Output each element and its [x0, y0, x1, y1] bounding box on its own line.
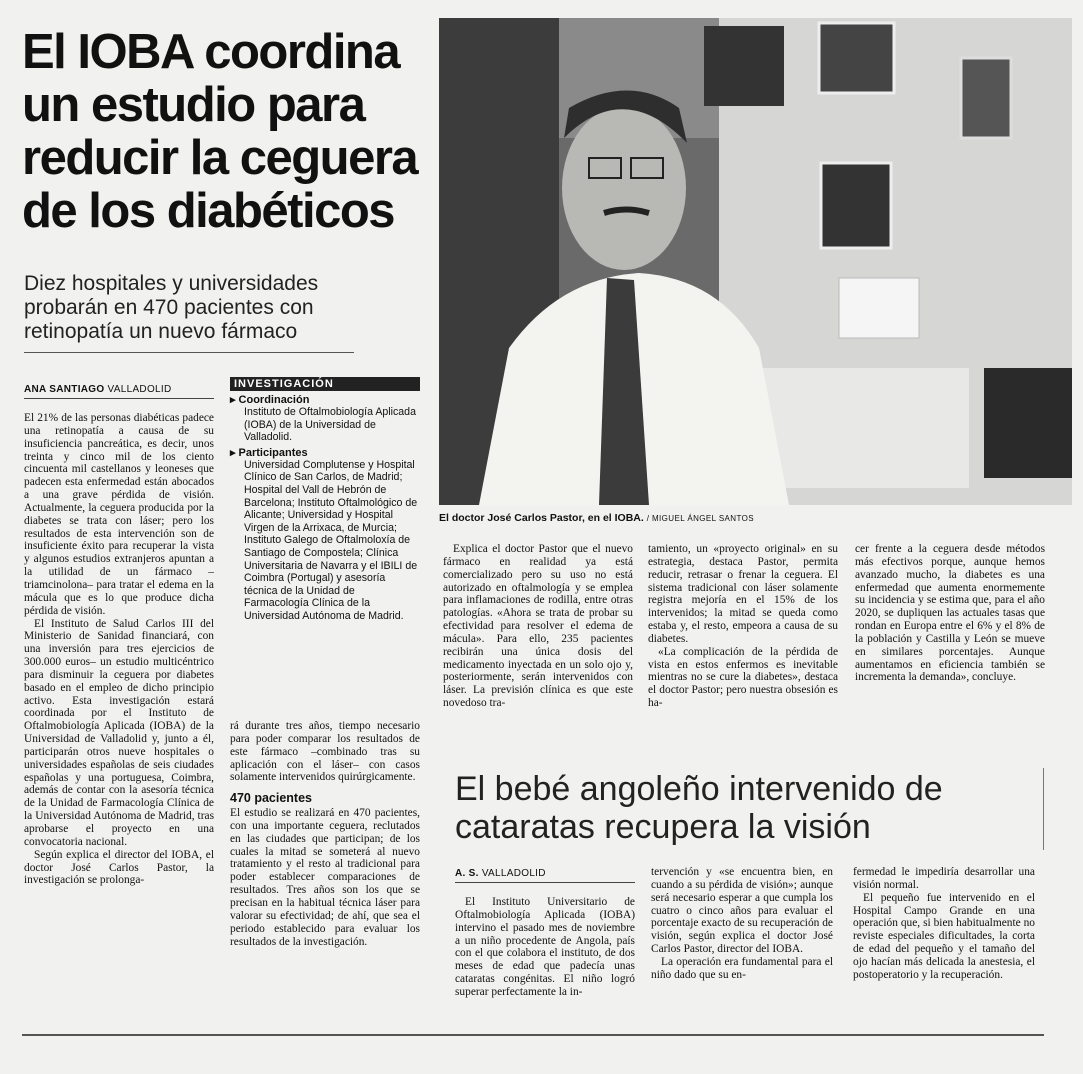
article-headline: El IOBA coordina un estudio para reducir la ceguera de los diabéticos — [22, 25, 418, 238]
paragraph: El Instituto Universitario de Oftalmobiología Aplicada (IOBA) intervino el pasado mes de noviembre a un niño procedente de Angola, país con el que colabora el instituto, de dos meses de edad que padecía unas cataratas congénitas. El niño logró superar perfectamente la in- — [455, 896, 635, 998]
caption-text: El doctor José Carlos Pastor, en el IOBA. — [439, 512, 644, 524]
paragraph: El estudio se realizará en 470 pacientes, con una importante ceguera, reclutados en las ciudades que participan; de los cuales la mitad se someterá al nuevo tratamiento y el resto al tradicional para poder establecer comparaciones de resultados. Tres años son los que se precisan en la habitual técnica láser para valorar su efectividad; de ahí, que sea el periodo establecido para evaluar los resultados de la investigación. — [230, 807, 420, 948]
sidebar-coordination-label: ▸ Coordinación — [230, 393, 420, 406]
paragraph: El 21% de las personas diabéticas padece una retinopatía a causa de su insuficiencia pancreática, es decir, unos treinta y cinco mil de los ciento cincuenta mil castellanos y leoneses que padecen esta enfermedad están abocados a una grave pérdida de visión. Actualmente, la ceguera producida por la diabetes se trata con láser; pero los resultados de esta intervención son de insuficiente éxito para recuperar la vista y algunos estudios extranjeros apuntan a la utilidad de un fármaco –triamcinolona– para tratar el edema en la mácula que es lo que produce dicha pérdida de visión. — [24, 412, 214, 617]
second-article-headline: El bebé angoleño intervenido de cataratas recupera la visión — [455, 770, 943, 846]
article-column-1 — [24, 412, 214, 887]
byline-divider — [24, 398, 214, 399]
paragraph: tervención y «se encuentra bien, en cuando a su pérdida de visión»; aunque será necesario esperar a que cumpla los cuatro o cinco años para evaluar el porcentaje exacto de su recuperación de visión, según explica el doctor José Carlos Pastor, director del IOBA. — [651, 866, 833, 956]
paragraph: El Instituto de Salud Carlos III del Ministerio de Sanidad financiará, con una inversión para tres ejercicios de 300.000 euros– un estudio multicéntrico para disminuir la ceguera por diabetes basado en el empleo de dicho principio activo. Esta investigación estará coordinada por el Instituto de Oftalmobiología Aplicada (IOBA) de la Universidad de Valladolid y, junto a él, participarán otros nueve hospitales o universidades españolas de seis ciudades españolas y una portuguesa, Coimbra, además de contar con la asesoría técnica de la Unidad de Farmacología Clínica de la Universidad Autónoma de Madrid, tras aprobarse el proyecto en una convocatoria nacional. — [24, 617, 214, 848]
photo-caption — [439, 512, 1072, 524]
paragraph: Explica el doctor Pastor que el nuevo fármaco en realidad ya está comercializado pero su uso no está autorizado en oftalmología y se emplea para inflamaciones de rodilla, entre otras patologías. «Ahora se trata de probar su efectividad para resolver el edema de mácula». Para ello, 235 pacientes recibirán una única dosis del medicamento inyectada en un solo ojo y, posteriormente, serán intervenidos con láser. La previsión clínica es que este novedoso tra- — [443, 543, 633, 710]
paragraph: fermedad le impediría desarrollar una visión normal. — [853, 866, 1035, 891]
sidebar-coordination-text: Instituto de Oftalmobiología Aplicada (IOBA) de la Universidad de Valladolid. — [244, 406, 416, 444]
subheading: 470 pacientes — [230, 791, 312, 806]
article-column-3 — [443, 543, 633, 710]
article-byline — [24, 384, 172, 395]
paragraph: rá durante tres años, tiempo necesario para poder comparar los resultados de este fármaco –combinado tras su aplicación con el láser– con casos solamente intervenidos quirúrgicamente. — [230, 720, 420, 784]
photo-credit: / MIGUEL ÁNGEL SANTOS — [646, 514, 754, 523]
byline-place: VALLADOLID — [107, 384, 172, 395]
paragraph: Según explica el director del IOBA, el doctor José Carlos Pastor, la investigación se prolonga- — [24, 848, 214, 887]
bottom-divider — [22, 1034, 1044, 1036]
doctor-photo — [439, 18, 1072, 505]
article-column-4 — [648, 543, 838, 710]
byline-author: ANA SANTIAGO — [24, 384, 105, 395]
paragraph: tamiento, un «proyecto original» en su estrategia, destaca Pastor, permita reducir, retrasar o frenar la ceguera. El sistema tradicional con láser solamente registra mejoría en el 15% de los intervenidos; la mitad se queda como estaba y, el resto, empeora a causa de su diabetes. — [648, 543, 838, 645]
byline-divider — [455, 882, 635, 883]
byline-place: VALLADOLID — [481, 868, 546, 879]
second-article-column-1 — [455, 896, 635, 999]
article-column-5 — [855, 543, 1045, 684]
second-article-column-3 — [853, 866, 1035, 982]
sidebar-title: INVESTIGACIÓN — [230, 377, 420, 391]
photo-illustration — [439, 18, 1072, 505]
paragraph: La operación era fundamental para el niño dado que su en- — [651, 955, 833, 981]
paragraph: «La complicación de la pérdida de vista en estos enfermos es inevitable mientras no se cure la diabetes», destaca el doctor Pastor; pero nuestra obsesión es ha- — [648, 645, 838, 710]
sidebar-participants-text: Universidad Complutense y Hospital Clínico de San Carlos, de Madrid; Hospital del Vall de Hebrón de Barcelona; Instituto Oftalmológico de Alicante; Universidad y Hospital Virgen de la Arrixaca, de Murcia; Instituto Galego de Oftalmoloxía de Santiago de Compostela; Clínica Universitaria de Navarra y el IBILI de Coimbra (Portugal) y asesoría técnica de la Unidad de Farmacología Clínica de la Universidad Autónoma de Madrid. — [244, 458, 418, 622]
sidebar-participants-label: ▸ Participantes — [230, 446, 420, 459]
investigation-sidebar — [230, 377, 420, 623]
article-deck: Diez hospitales y universidades probarán en 470 pacientes con retinopatía un nuevo fármaco — [24, 272, 319, 343]
second-article-column-2 — [651, 866, 833, 982]
deck-divider — [24, 352, 354, 353]
article-column-2 — [230, 720, 420, 948]
paragraph: El pequeño fue intervenido en el Hospital Campo Grande en una operación que, si bien habitualmente no reviste especiales dificultades, la corta de edad del pequeño y el tamaño del ojo hacían más delicada la anestesia, el postoperatorio y la recuperación. — [853, 891, 1035, 981]
byline-author: A. S. — [455, 868, 479, 879]
paragraph: cer frente a la ceguera desde métodos más efectivos porque, aunque hemos avanzado mucho, la diabetes es una enfermedad que aumenta enormemente su incidencia y se estima que, para el año 2020, se dupliquen las actuales tasas que rondan en Europa entre el 6% y el 8% de la población y Castilla y León se mueve en similares porcentajes. Aunque aumentamos en eficiencia también se incrementa la demanda», concluye. — [855, 543, 1045, 684]
second-article-byline — [455, 868, 546, 879]
